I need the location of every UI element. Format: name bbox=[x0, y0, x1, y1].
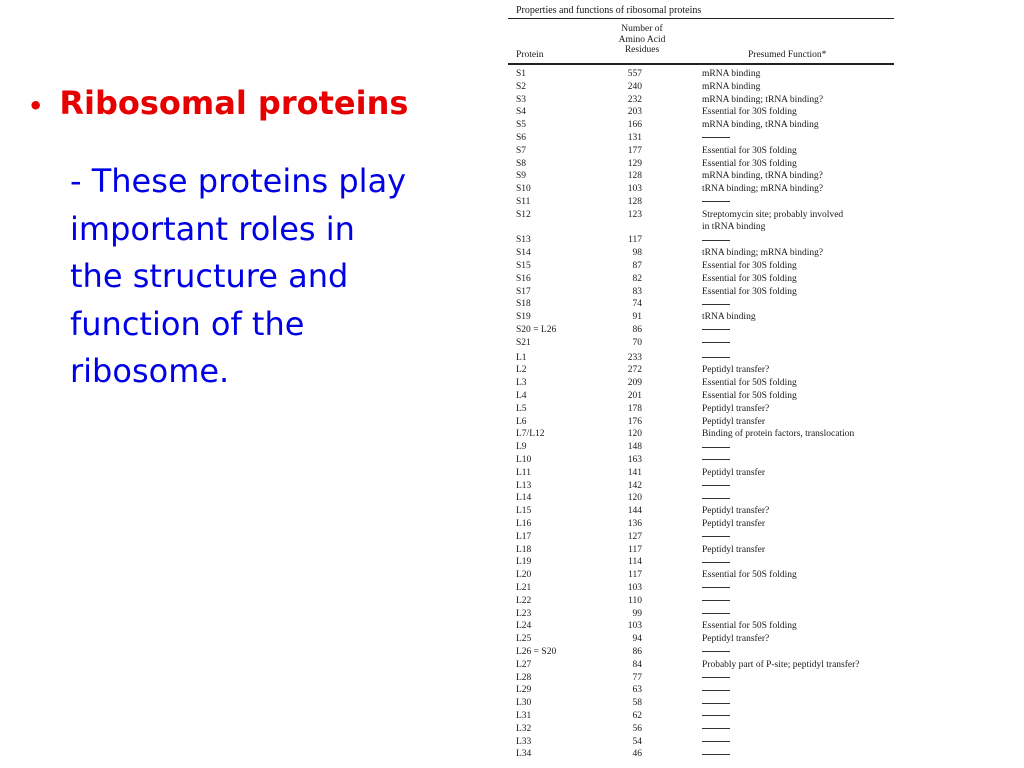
cell-protein: L2 bbox=[516, 365, 527, 376]
cell-residues: 120 bbox=[627, 493, 642, 504]
cell-protein: S8 bbox=[516, 158, 527, 169]
cell-protein: S21 bbox=[516, 337, 531, 348]
cell-protein: L23 bbox=[516, 608, 532, 619]
cell-function: mRNA binding; tRNA binding? bbox=[702, 94, 824, 105]
cell-function: Probably part of P-site; peptidyl transfer? bbox=[702, 659, 860, 670]
table-row bbox=[508, 697, 894, 709]
table-row bbox=[508, 416, 894, 428]
cell-function: tRNA binding bbox=[702, 312, 756, 323]
body-line: important roles in bbox=[70, 209, 355, 248]
cell-function bbox=[702, 556, 730, 568]
cell-protein: L21 bbox=[516, 583, 532, 593]
cell-protein: L9 bbox=[516, 442, 527, 453]
cell-function: Essential for 50S folding bbox=[702, 378, 797, 389]
cell-protein: S9 bbox=[516, 171, 527, 182]
cell-residues: 94 bbox=[632, 634, 642, 645]
cell-function: Peptidyl transfer bbox=[702, 467, 766, 478]
cell-protein: L20 bbox=[516, 570, 532, 581]
body-line: ribosome. bbox=[70, 352, 230, 390]
empty-dash bbox=[702, 562, 730, 563]
cell-residues: 142 bbox=[627, 480, 642, 491]
cell-residues: 120 bbox=[627, 429, 642, 440]
empty-dash bbox=[702, 677, 730, 678]
empty-dash bbox=[702, 600, 730, 601]
cell-function: Essential for 30S folding bbox=[702, 158, 797, 169]
cell-function: mRNA binding, tRNA binding? bbox=[702, 171, 823, 182]
cell-residues: 163 bbox=[627, 455, 642, 465]
table-row bbox=[508, 672, 894, 684]
table-row bbox=[508, 337, 894, 349]
cell-residues: 127 bbox=[627, 531, 642, 542]
table-row bbox=[508, 684, 894, 696]
cell-function: Essential for 50S folding bbox=[702, 391, 797, 401]
bullet-dot-icon: • bbox=[28, 92, 44, 120]
cell-function: Essential for 30S folding bbox=[702, 107, 797, 118]
table-row bbox=[508, 286, 894, 298]
empty-dash bbox=[702, 703, 730, 704]
table-row bbox=[508, 403, 894, 415]
cell-residues: 114 bbox=[628, 557, 642, 568]
cell-function: mRNA binding bbox=[702, 69, 761, 79]
empty-dash bbox=[702, 357, 730, 358]
cell-function bbox=[702, 736, 730, 748]
cell-protein: S18 bbox=[516, 299, 531, 310]
cell-protein: S4 bbox=[516, 107, 527, 118]
empty-dash bbox=[702, 741, 730, 742]
ribosomal-protein-table bbox=[508, 0, 894, 768]
table-row bbox=[508, 633, 894, 645]
table-row bbox=[508, 132, 894, 144]
table-row bbox=[508, 480, 894, 492]
body-line: function of the bbox=[70, 304, 305, 343]
cell-residues: 62 bbox=[632, 711, 642, 721]
empty-dash bbox=[702, 485, 730, 486]
cell-residues: 77 bbox=[632, 672, 642, 683]
cell-residues: 203 bbox=[627, 107, 642, 118]
table-row bbox=[508, 620, 894, 632]
cell-residues: 82 bbox=[632, 273, 642, 284]
table-row bbox=[508, 94, 894, 106]
empty-dash bbox=[702, 613, 730, 614]
cell-residues: 209 bbox=[627, 378, 642, 389]
table-caption: Properties and functions of ribosomal proteins bbox=[516, 5, 702, 16]
table-row bbox=[508, 170, 894, 182]
empty-dash bbox=[702, 304, 730, 305]
header-residues bbox=[614, 24, 670, 56]
cell-protein: L15 bbox=[516, 506, 532, 517]
cell-function: Essential for 30S folding bbox=[702, 145, 797, 156]
cell-function: Peptidyl transfer bbox=[702, 519, 766, 529]
cell-protein: S17 bbox=[516, 286, 531, 297]
cell-protein: L13 bbox=[516, 480, 532, 491]
cell-protein: L1 bbox=[516, 352, 527, 363]
table-row bbox=[508, 209, 894, 232]
table-row bbox=[508, 582, 894, 594]
cell-function: Streptomycin site; probably involved in tRNA binding bbox=[702, 209, 844, 232]
cell-residues: 128 bbox=[627, 197, 642, 207]
table-row bbox=[508, 183, 894, 195]
cell-function: mRNA binding, tRNA binding bbox=[702, 120, 819, 131]
cell-function: Binding of protein factors, translocation bbox=[702, 429, 855, 440]
table-row bbox=[508, 531, 894, 543]
cell-protein: S16 bbox=[516, 273, 531, 284]
cell-residues: 99 bbox=[632, 608, 642, 619]
table-row bbox=[508, 723, 894, 735]
table-row bbox=[508, 364, 894, 376]
empty-dash bbox=[702, 498, 730, 499]
cell-protein: L27 bbox=[516, 659, 532, 670]
cell-function bbox=[702, 298, 730, 310]
cell-function bbox=[702, 132, 730, 144]
table-row bbox=[508, 710, 894, 722]
cell-function: Peptidyl transfer bbox=[702, 544, 766, 555]
cell-function: Essential for 50S folding bbox=[702, 621, 797, 632]
cell-protein: S15 bbox=[516, 261, 531, 271]
cell-function bbox=[702, 608, 730, 620]
cell-function bbox=[702, 480, 730, 492]
cell-protein: L18 bbox=[516, 544, 532, 555]
cell-function: Peptidyl transfer? bbox=[702, 634, 770, 645]
body-line: the structure and bbox=[70, 257, 349, 295]
cell-residues: 84 bbox=[632, 659, 642, 670]
empty-dash bbox=[702, 447, 730, 448]
table-row bbox=[508, 68, 894, 80]
cell-residues: 166 bbox=[627, 120, 642, 131]
cell-function bbox=[702, 441, 730, 453]
cell-protein: S2 bbox=[516, 81, 527, 92]
table-row bbox=[508, 454, 894, 466]
table-row bbox=[508, 659, 894, 671]
table-row bbox=[508, 595, 894, 607]
cell-residues: 103 bbox=[627, 621, 642, 632]
table-row bbox=[508, 273, 894, 285]
table-row bbox=[508, 748, 894, 760]
cell-function bbox=[702, 646, 730, 658]
table-row bbox=[508, 324, 894, 336]
cell-protein: S12 bbox=[516, 209, 531, 220]
empty-dash bbox=[702, 728, 730, 729]
cell-residues: 177 bbox=[627, 145, 642, 156]
cell-residues: 144 bbox=[627, 506, 642, 517]
cell-residues: 46 bbox=[632, 749, 642, 760]
cell-residues: 557 bbox=[627, 69, 642, 79]
table-row bbox=[508, 428, 894, 440]
cell-protein: L7/L12 bbox=[516, 429, 545, 440]
table-row bbox=[508, 106, 894, 118]
empty-dash bbox=[702, 342, 730, 343]
cell-function bbox=[702, 492, 730, 504]
cell-protein: S3 bbox=[516, 94, 527, 105]
cell-residues: 136 bbox=[627, 519, 642, 529]
cell-protein: L28 bbox=[516, 672, 532, 683]
cell-residues: 58 bbox=[632, 698, 642, 709]
cell-residues: 103 bbox=[627, 583, 642, 593]
empty-dash bbox=[702, 459, 730, 460]
cell-protein: L24 bbox=[516, 621, 532, 632]
cell-protein: S11 bbox=[516, 197, 531, 207]
header-residues-line: Amino Acid bbox=[618, 34, 666, 45]
table-row bbox=[508, 145, 894, 157]
table-row bbox=[508, 234, 894, 246]
cell-protein: L29 bbox=[516, 685, 532, 696]
cell-residues: 110 bbox=[628, 595, 642, 606]
table-row bbox=[508, 352, 894, 364]
cell-residues: 98 bbox=[632, 248, 642, 259]
cell-residues: 131 bbox=[627, 133, 642, 143]
cell-function bbox=[702, 723, 730, 735]
cell-residues: 272 bbox=[627, 365, 642, 376]
cell-residues: 233 bbox=[627, 352, 642, 363]
cell-protein: L32 bbox=[516, 723, 532, 734]
table-row bbox=[508, 377, 894, 389]
cell-function: tRNA binding; mRNA binding? bbox=[702, 184, 824, 195]
empty-dash bbox=[702, 651, 730, 652]
header-function: Presumed Function* bbox=[748, 50, 827, 60]
cell-protein: S1 bbox=[516, 69, 527, 79]
table-row bbox=[508, 260, 894, 272]
cell-function bbox=[702, 337, 730, 349]
table-row bbox=[508, 544, 894, 556]
cell-protein: L33 bbox=[516, 736, 532, 747]
empty-dash bbox=[702, 329, 730, 330]
cell-residues: 201 bbox=[627, 391, 642, 401]
header-protein: Protein bbox=[516, 50, 544, 60]
cell-function: Peptidyl transfer bbox=[702, 416, 766, 427]
cell-protein: S13 bbox=[516, 235, 531, 246]
cell-function: Essential for 30S folding bbox=[702, 261, 797, 271]
cell-protein: S10 bbox=[516, 184, 531, 195]
cell-residues: 70 bbox=[632, 337, 642, 348]
cell-protein: S14 bbox=[516, 248, 531, 259]
cell-protein: S5 bbox=[516, 120, 527, 131]
table-row bbox=[508, 492, 894, 504]
table-row bbox=[508, 467, 894, 479]
cell-residues: 123 bbox=[627, 209, 642, 220]
cell-function bbox=[702, 697, 730, 709]
empty-dash bbox=[702, 137, 730, 138]
cell-function: tRNA binding; mRNA binding? bbox=[702, 248, 824, 259]
cell-protein: S20 = L26 bbox=[516, 325, 557, 335]
empty-dash bbox=[702, 201, 730, 202]
cell-protein: L34 bbox=[516, 749, 532, 760]
empty-dash bbox=[702, 587, 730, 588]
table-top-rule bbox=[508, 18, 894, 19]
cell-function bbox=[702, 748, 730, 760]
header-residues-line: Residues bbox=[624, 45, 660, 55]
table-row bbox=[508, 298, 894, 310]
cell-function: Essential for 30S folding bbox=[702, 273, 797, 284]
cell-protein: S19 bbox=[516, 312, 531, 323]
table-row bbox=[508, 441, 894, 453]
cell-protein: L16 bbox=[516, 519, 532, 529]
cell-residues: 117 bbox=[628, 570, 642, 581]
empty-dash bbox=[702, 715, 730, 716]
cell-residues: 56 bbox=[632, 723, 642, 734]
empty-dash bbox=[702, 754, 730, 755]
table-row bbox=[508, 646, 894, 658]
cell-residues: 141 bbox=[627, 467, 642, 478]
cell-protein: L17 bbox=[516, 531, 532, 542]
cell-function bbox=[702, 582, 730, 594]
empty-dash bbox=[702, 240, 730, 241]
cell-residues: 240 bbox=[627, 81, 642, 92]
cell-function bbox=[702, 324, 730, 336]
cell-function bbox=[702, 684, 730, 696]
cell-protein: L25 bbox=[516, 634, 532, 645]
header-residues-line: Number of bbox=[621, 24, 663, 34]
cell-protein: L6 bbox=[516, 416, 527, 427]
slide-title: Ribosomal proteins bbox=[59, 84, 409, 122]
cell-function: mRNA binding bbox=[702, 81, 761, 92]
table-row bbox=[508, 158, 894, 170]
table-row bbox=[508, 608, 894, 620]
cell-function: Peptidyl transfer? bbox=[702, 506, 770, 517]
cell-function bbox=[702, 595, 730, 607]
cell-residues: 87 bbox=[632, 261, 642, 271]
empty-dash bbox=[702, 536, 730, 537]
cell-residues: 86 bbox=[632, 647, 642, 657]
cell-protein: L10 bbox=[516, 455, 532, 465]
cell-protein: L22 bbox=[516, 595, 532, 606]
table-row bbox=[508, 196, 894, 208]
cell-residues: 63 bbox=[632, 685, 642, 696]
cell-protein: L26 = S20 bbox=[516, 647, 557, 657]
table-row bbox=[508, 569, 894, 581]
cell-protein: L19 bbox=[516, 557, 532, 568]
table-row bbox=[508, 311, 894, 323]
cell-residues: 86 bbox=[632, 325, 642, 335]
cell-protein: L5 bbox=[516, 403, 527, 414]
cell-residues: 129 bbox=[627, 158, 642, 169]
cell-residues: 117 bbox=[628, 235, 642, 246]
cell-function bbox=[702, 352, 730, 364]
table-row bbox=[508, 119, 894, 131]
cell-residues: 83 bbox=[632, 286, 642, 297]
table-row bbox=[508, 81, 894, 93]
cell-residues: 178 bbox=[627, 403, 642, 414]
table-row bbox=[508, 556, 894, 568]
cell-function bbox=[702, 710, 730, 722]
cell-function: Peptidyl transfer? bbox=[702, 365, 770, 376]
cell-function bbox=[702, 454, 730, 466]
cell-function: Essential for 50S folding bbox=[702, 570, 797, 581]
body-paragraph bbox=[70, 158, 470, 396]
empty-dash bbox=[702, 690, 730, 691]
header-bottom-rule bbox=[508, 63, 894, 65]
cell-protein: L31 bbox=[516, 711, 532, 721]
cell-protein: S7 bbox=[516, 145, 527, 156]
cell-function bbox=[702, 234, 730, 246]
cell-residues: 91 bbox=[632, 312, 642, 323]
cell-residues: 148 bbox=[627, 442, 642, 453]
table-row bbox=[508, 505, 894, 517]
cell-residues: 74 bbox=[632, 299, 642, 310]
table-row bbox=[508, 518, 894, 530]
table-row bbox=[508, 736, 894, 748]
cell-function: Peptidyl transfer? bbox=[702, 403, 770, 414]
cell-function bbox=[702, 672, 730, 684]
cell-function bbox=[702, 531, 730, 543]
table-row bbox=[508, 247, 894, 259]
cell-protein: S6 bbox=[516, 133, 527, 143]
cell-protein: L11 bbox=[516, 467, 531, 478]
cell-residues: 232 bbox=[627, 94, 642, 105]
cell-protein: L14 bbox=[516, 493, 532, 504]
cell-protein: L3 bbox=[516, 378, 527, 389]
cell-function: Essential for 30S folding bbox=[702, 286, 797, 297]
cell-residues: 103 bbox=[627, 184, 642, 195]
cell-residues: 176 bbox=[627, 416, 642, 427]
bullet-heading bbox=[28, 84, 408, 122]
cell-residues: 117 bbox=[628, 544, 642, 555]
body-line: - These proteins play bbox=[70, 162, 407, 200]
table-row bbox=[508, 390, 894, 402]
cell-residues: 54 bbox=[632, 736, 642, 747]
cell-protein: L4 bbox=[516, 391, 527, 401]
cell-function bbox=[702, 196, 730, 208]
cell-residues: 128 bbox=[627, 171, 642, 182]
cell-protein: L30 bbox=[516, 698, 532, 709]
